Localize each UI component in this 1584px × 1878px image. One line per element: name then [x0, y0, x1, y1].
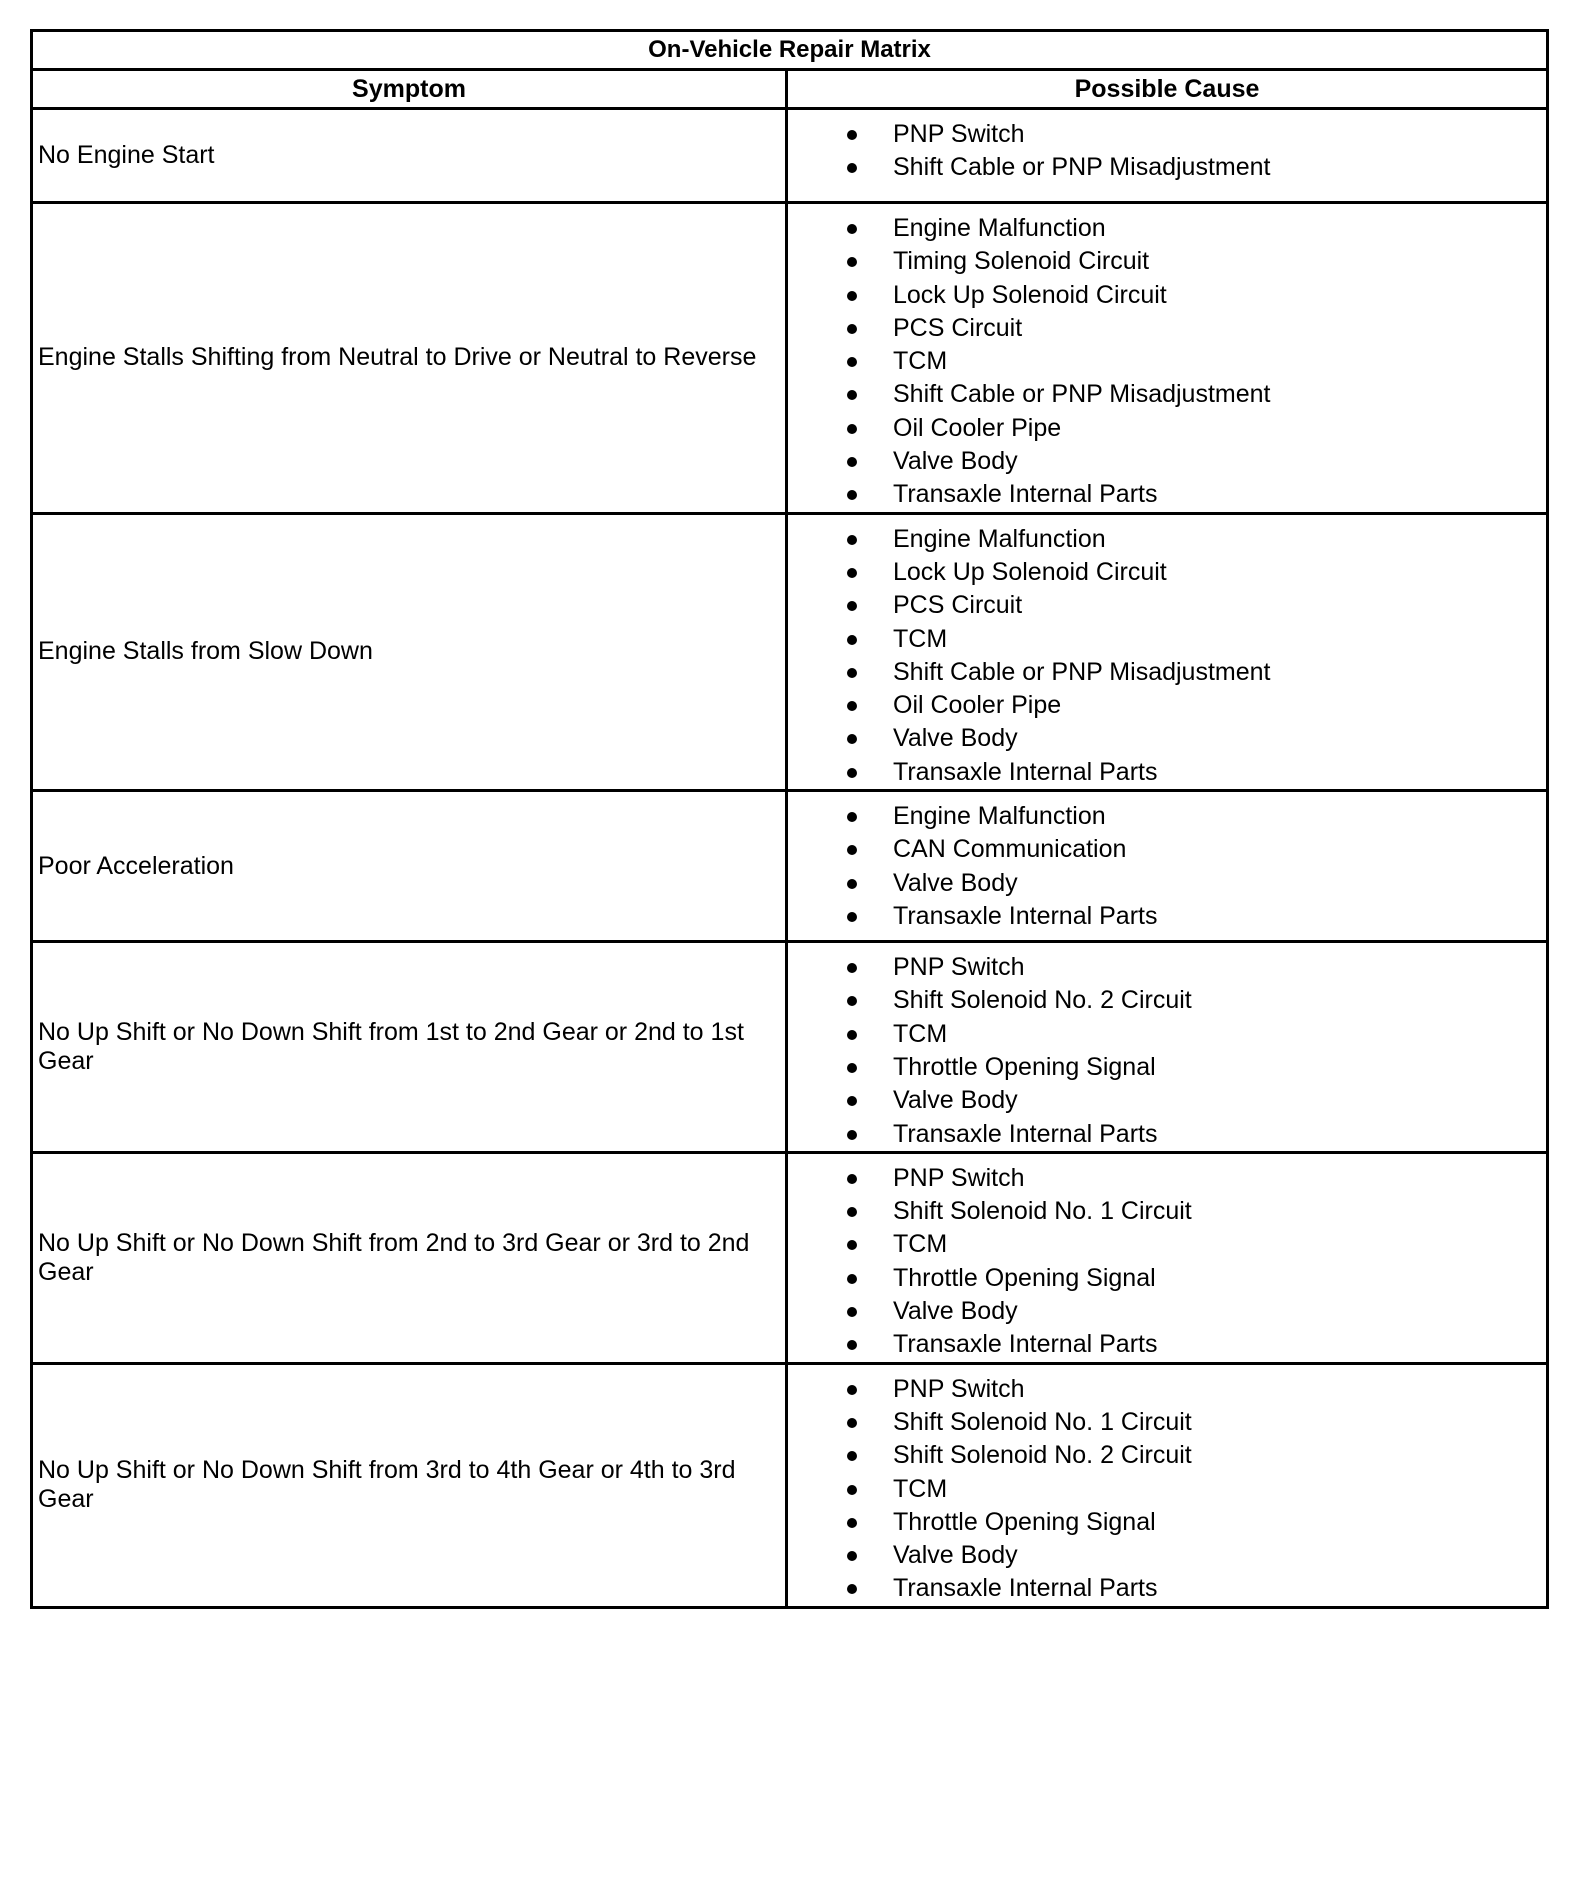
possible-cause-cell	[787, 109, 1548, 203]
list-item	[788, 867, 1546, 900]
table-row	[32, 1363, 1548, 1607]
bullet-icon	[847, 1063, 857, 1073]
bullet-icon	[847, 1130, 857, 1140]
cause-text: Transaxle Internal Parts	[893, 901, 1158, 930]
list-item	[788, 1373, 1546, 1406]
cause-text: Transaxle Internal Parts	[893, 757, 1158, 786]
cause-text: Lock Up Solenoid Circuit	[893, 557, 1167, 586]
list-item	[788, 1406, 1546, 1439]
bullet-icon	[847, 130, 857, 140]
list-item	[788, 151, 1546, 184]
symptom-cell	[32, 203, 787, 514]
cause-text: Shift Cable or PNP Misadjustment	[893, 153, 1271, 182]
cause-text: Shift Solenoid No. 1 Circuit	[893, 1197, 1192, 1226]
bullet-icon	[847, 1584, 857, 1594]
bullet-icon	[847, 879, 857, 889]
list-item	[788, 1228, 1546, 1261]
list-item	[788, 1018, 1546, 1051]
list-item	[788, 556, 1546, 589]
cause-list	[788, 792, 1546, 933]
cause-list	[788, 110, 1546, 185]
cause-list	[788, 1154, 1546, 1362]
list-item	[788, 756, 1546, 789]
cause-text: PCS Circuit	[893, 313, 1023, 342]
table-row	[32, 203, 1548, 514]
list-item	[788, 1473, 1546, 1506]
title-row	[32, 31, 1548, 70]
bullet-icon	[847, 912, 857, 922]
cause-text: Valve Body	[893, 724, 1018, 753]
list-item	[788, 1084, 1546, 1117]
list-item	[788, 212, 1546, 245]
bullet-icon	[847, 768, 857, 778]
list-item	[788, 1506, 1546, 1539]
list-item	[788, 279, 1546, 312]
cause-list	[788, 943, 1546, 1151]
table-row	[32, 942, 1548, 1153]
list-item	[788, 722, 1546, 755]
cause-text: Transaxle Internal Parts	[893, 1330, 1158, 1359]
list-item	[788, 1118, 1546, 1151]
bullet-icon	[847, 635, 857, 645]
table-body	[32, 109, 1548, 1608]
cause-text: Valve Body	[893, 447, 1018, 476]
possible-cause-cell	[787, 791, 1548, 942]
cause-text: CAN Communication	[893, 835, 1127, 864]
bullet-icon	[847, 257, 857, 267]
symptom-text: No Engine Start	[38, 141, 215, 169]
cause-list	[788, 204, 1546, 512]
bullet-icon	[847, 357, 857, 367]
list-item	[788, 900, 1546, 933]
list-item	[788, 623, 1546, 656]
repair-matrix-table	[30, 29, 1549, 1609]
list-item	[788, 1328, 1546, 1361]
bullet-icon	[847, 996, 857, 1006]
bullet-icon	[847, 963, 857, 973]
list-item	[788, 589, 1546, 622]
cause-text: PCS Circuit	[893, 591, 1023, 620]
list-item	[788, 833, 1546, 866]
bullet-icon	[847, 601, 857, 611]
list-item	[788, 1439, 1546, 1472]
cause-text: Shift Solenoid No. 2 Circuit	[893, 1441, 1192, 1470]
list-item	[788, 800, 1546, 833]
symptom-text: No Up Shift or No Down Shift from 3rd to 4th Gear or 4th to 3rd Gear	[38, 1456, 736, 1514]
cause-text: PNP Switch	[893, 953, 1025, 982]
list-item	[788, 312, 1546, 345]
bullet-icon	[847, 668, 857, 678]
bullet-icon	[847, 1451, 857, 1461]
bullet-icon	[847, 845, 857, 855]
bullet-icon	[847, 1307, 857, 1317]
list-item	[788, 1162, 1546, 1195]
bullet-icon	[847, 163, 857, 173]
symptom-column-header: Symptom	[32, 70, 787, 109]
cause-text: TCM	[893, 624, 948, 653]
cause-text: TCM	[893, 1019, 948, 1048]
cause-text: Oil Cooler Pipe	[893, 691, 1062, 720]
symptom-text: Engine Stalls from Slow Down	[38, 637, 373, 666]
list-item	[788, 412, 1546, 445]
bullet-icon	[847, 1030, 857, 1040]
bullet-icon	[847, 1385, 857, 1395]
bullet-icon	[847, 812, 857, 822]
bullet-icon	[847, 1274, 857, 1284]
bullet-icon	[847, 291, 857, 301]
bullet-icon	[847, 490, 857, 500]
table-row	[32, 1152, 1548, 1363]
cause-text: Lock Up Solenoid Circuit	[893, 280, 1167, 309]
cause-text: TCM	[893, 1474, 948, 1503]
table-row	[32, 109, 1548, 203]
cause-text: TCM	[893, 347, 948, 376]
possible-cause-cell	[787, 1363, 1548, 1607]
symptom-cell	[32, 1152, 787, 1363]
cause-text: Valve Body	[893, 1297, 1018, 1326]
list-item	[788, 1539, 1546, 1572]
cause-text: Timing Solenoid Circuit	[893, 247, 1150, 276]
cause-text: PNP Switch	[893, 120, 1025, 148]
bullet-icon	[847, 568, 857, 578]
cause-text: PNP Switch	[893, 1163, 1025, 1192]
possible-cause-cell	[787, 942, 1548, 1153]
bullet-icon	[847, 1240, 857, 1250]
bullet-icon	[847, 390, 857, 400]
cause-text: Valve Body	[893, 1086, 1018, 1115]
bullet-icon	[847, 424, 857, 434]
bullet-icon	[847, 224, 857, 234]
cause-text: Transaxle Internal Parts	[893, 1119, 1158, 1148]
bullet-icon	[847, 1340, 857, 1350]
list-item	[788, 689, 1546, 722]
bullet-icon	[847, 1096, 857, 1106]
possible-cause-cell	[787, 1152, 1548, 1363]
list-item	[788, 378, 1546, 411]
bullet-icon	[847, 1174, 857, 1184]
list-item	[788, 1051, 1546, 1084]
cause-list	[788, 1365, 1546, 1606]
symptom-cell	[32, 513, 787, 790]
list-item	[788, 1262, 1546, 1295]
list-item	[788, 523, 1546, 556]
list-item	[788, 118, 1546, 151]
cause-text: Throttle Opening Signal	[893, 1052, 1156, 1081]
list-item	[788, 984, 1546, 1017]
cause-text: Shift Solenoid No. 1 Circuit	[893, 1407, 1192, 1436]
list-item	[788, 245, 1546, 278]
bullet-icon	[847, 1207, 857, 1217]
cause-text: Shift Cable or PNP Misadjustment	[893, 380, 1271, 409]
cause-text: Throttle Opening Signal	[893, 1507, 1156, 1536]
cause-text: Transaxle Internal Parts	[893, 1574, 1158, 1603]
bullet-icon	[847, 457, 857, 467]
bullet-icon	[847, 1418, 857, 1428]
cause-text: Engine Malfunction	[893, 214, 1106, 242]
symptom-cell	[32, 791, 787, 942]
list-item	[788, 951, 1546, 984]
symptom-text: No Up Shift or No Down Shift from 2nd to 3rd Gear or 3rd to 2nd Gear	[38, 1228, 750, 1286]
table-row	[32, 791, 1548, 942]
cause-text: Transaxle Internal Parts	[893, 480, 1158, 509]
possible-cause-cell	[787, 203, 1548, 514]
cause-text: Valve Body	[893, 1541, 1018, 1570]
possible-cause-column-header: Possible Cause	[787, 70, 1548, 109]
symptom-cell	[32, 942, 787, 1153]
list-item	[788, 1572, 1546, 1605]
cause-text: Valve Body	[893, 868, 1018, 897]
cause-text: PNP Switch	[893, 1374, 1025, 1403]
bullet-icon	[847, 1485, 857, 1495]
cause-text: Shift Solenoid No. 2 Circuit	[893, 986, 1192, 1015]
bullet-icon	[847, 734, 857, 744]
possible-cause-cell	[787, 513, 1548, 790]
cause-text: Engine Malfunction	[893, 802, 1106, 831]
list-item	[788, 478, 1546, 511]
list-item	[788, 656, 1546, 689]
cause-text: Engine Malfunction	[893, 524, 1106, 553]
cause-text: Shift Cable or PNP Misadjustment	[893, 657, 1271, 686]
list-item	[788, 1295, 1546, 1328]
bullet-icon	[847, 535, 857, 545]
cause-text: Oil Cooler Pipe	[893, 413, 1062, 442]
cause-text: TCM	[893, 1230, 948, 1259]
symptom-text: Engine Stalls Shifting from Neutral to Drive or Neutral to Reverse	[38, 343, 757, 372]
cause-text: Throttle Opening Signal	[893, 1263, 1156, 1292]
list-item	[788, 1195, 1546, 1228]
bullet-icon	[847, 1518, 857, 1528]
bullet-icon	[847, 701, 857, 711]
symptom-text: Poor Acceleration	[38, 851, 234, 880]
table-title: On-Vehicle Repair Matrix	[32, 31, 1548, 70]
table-row	[32, 513, 1548, 790]
list-item	[788, 345, 1546, 378]
symptom-cell	[32, 1363, 787, 1607]
bullet-icon	[847, 324, 857, 334]
symptom-cell	[32, 109, 787, 203]
list-item	[788, 445, 1546, 478]
cause-list	[788, 515, 1546, 789]
symptom-text: No Up Shift or No Down Shift from 1st to 2nd Gear or 2nd to 1st Gear	[38, 1017, 744, 1075]
bullet-icon	[847, 1551, 857, 1561]
header-row	[32, 70, 1548, 109]
